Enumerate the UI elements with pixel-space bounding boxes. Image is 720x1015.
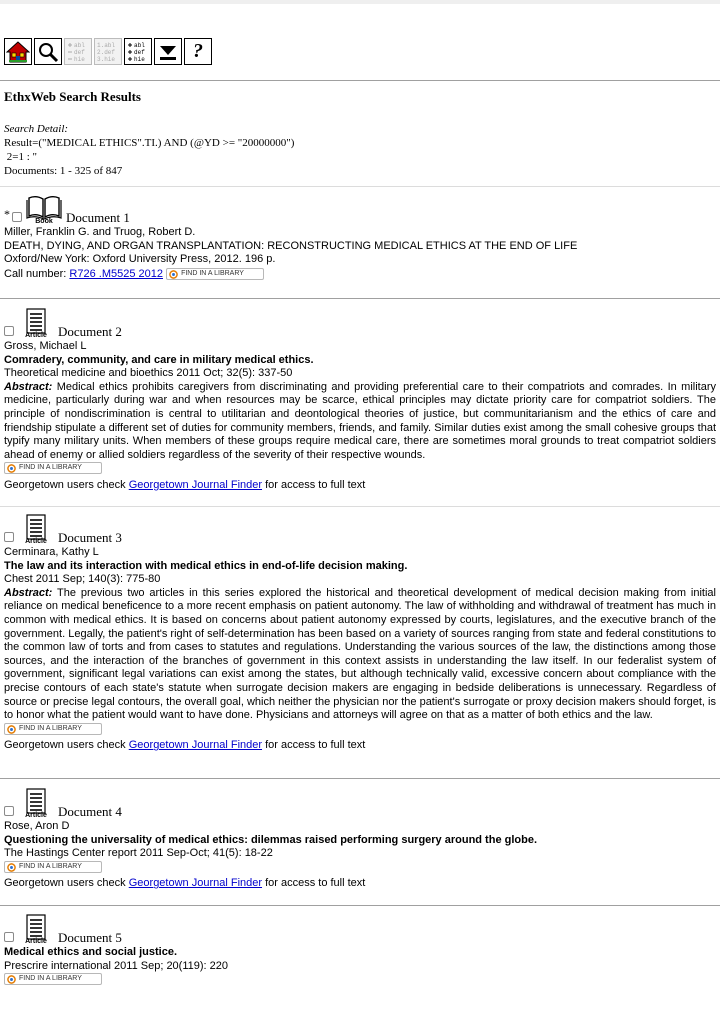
journal-finder-link[interactable]: Georgetown Journal Finder bbox=[128, 739, 263, 752]
magnifier-icon bbox=[37, 41, 59, 63]
svg-text:def: def bbox=[74, 48, 85, 56]
worldcat-icon bbox=[7, 975, 16, 984]
call-number-label: Call number: bbox=[4, 267, 70, 280]
select-checkbox[interactable] bbox=[4, 326, 14, 336]
worldcat-icon bbox=[7, 725, 16, 734]
format-list-button[interactable] bbox=[64, 38, 92, 65]
marked-star: * bbox=[4, 207, 10, 222]
document-number: Document 5 bbox=[58, 930, 122, 946]
help-button[interactable] bbox=[184, 38, 212, 65]
divider bbox=[0, 778, 720, 779]
document-number: Document 1 bbox=[66, 210, 130, 226]
divider bbox=[0, 80, 720, 81]
article-icon bbox=[18, 514, 54, 546]
svg-text:2.def: 2.def bbox=[97, 48, 116, 56]
record-4: Article Document 4 Rose, Aron D Questioning the universality of medical ethics: dilemmas raised performing surgery around the globe. The Hastings Center report 2011 Sep-Oct; 41(5): 18-22 FIND IN A LIBRARY Georgetown users check Georgetown Journal Finder for access to full text bbox=[4, 786, 716, 891]
svg-text:hie: hie bbox=[134, 55, 145, 63]
divider bbox=[0, 298, 720, 299]
record-3: Article Document 3 Cerminara, Kathy L The law and its interaction with medical ethics in end-of-life decision making. Chest 2011 Sep; 140(3): 775-80 Abstract: The previous two articles in this series explored the historical and theoretical development of medical decision making from initial reliance on medical beneficence to a more recent emphasis on patient autonomy. The law of withholding and withdrawal of treatment has much in common with medical ethics. It is based on concerns about patient autonomy expressed by courts, legislatures, and the executive branch of the government. Legally, the patient's right of self-determination has been based on a variety of sources ranging from state and federal constitutions to the common law of torts and from cases to statutes and regulations. Understanding the various sources of the law, the distinctions among those sources, and the interaction of the branches of government in this context assists in understanding the law itself. In our federalist system of government, significant legal variations can exist among the states, but although technically valid, excessive concern about compliance with the precise contours of each state's statute when surrogate decision makers are engaging in bedside deliberations is unnecessary. Regardless of source or precise legal contours, the overall goal, which neither the physician nor the patient's surrogate or proxy decision makers should forget, is to honor what the patient would want to have done. Physicians and attorneys will agree on that as a matter of both ethics and the law. FIND IN A LIBRARY Georgetown users check Georgetown Journal Finder for access to full text bbox=[4, 512, 716, 753]
record-source: Chest 2011 Sep; 140(3): 775-80 bbox=[4, 573, 161, 586]
top-strip bbox=[0, 0, 720, 4]
record-type: Article bbox=[25, 538, 47, 545]
record-author: Gross, Michael L bbox=[4, 340, 87, 352]
record-source: The Hastings Center report 2011 Sep-Oct; 41(5): 18-22 bbox=[4, 847, 273, 860]
svg-text:3.hie: 3.hie bbox=[97, 55, 116, 63]
find-in-library-button[interactable]: FIND IN A LIBRARY bbox=[4, 861, 102, 873]
article-icon bbox=[18, 914, 54, 946]
download-button[interactable] bbox=[154, 38, 182, 65]
record-source: Theoretical medicine and bioethics 2011 Oct; 32(5): 337-50 bbox=[4, 367, 293, 380]
search-button[interactable] bbox=[34, 38, 62, 65]
worldcat-icon bbox=[7, 863, 16, 872]
record-type: Article bbox=[25, 332, 47, 339]
article-icon bbox=[18, 788, 54, 820]
call-number-link[interactable]: R726 .M5525 2012 bbox=[69, 267, 163, 280]
worldcat-icon bbox=[7, 464, 16, 473]
select-checkbox[interactable] bbox=[4, 532, 14, 542]
divider bbox=[0, 905, 720, 906]
record-type: Article bbox=[25, 812, 47, 819]
record-title: The law and its interaction with medical ethics in end-of-life decision making. bbox=[4, 559, 408, 572]
svg-text:abl: abl bbox=[134, 41, 145, 49]
record-5 bbox=[4, 912, 716, 987]
record-title: DEATH, DYING, AND ORGAN TRANSPLANTATION: RECONSTRUCTING MEDICAL ETHICS AT THE END OF LIFE bbox=[4, 239, 578, 252]
find-in-library-button[interactable]: FIND IN A LIBRARY bbox=[4, 973, 102, 985]
document-number: Document 4 bbox=[58, 804, 122, 820]
article-icon bbox=[18, 308, 54, 340]
abstract-label: Abstract: bbox=[4, 380, 53, 393]
abstract-label: Abstract: bbox=[4, 586, 53, 599]
page-title: EthxWeb Search Results bbox=[4, 89, 141, 104]
record-abstract: Abstract: Medical ethics prohibits caregivers from discriminating and providing preferential care to their compatriots and comrades. In military medicine, particularly during war and when resources may be scarce, ethical principles may dictate priority care for compatriot soldiers. The principle of nondiscrimination is central to utilitarian and deontological theories of justice, but communitarianism and the ethics of care and friendship stipulate a different set of duties for community members, friends, and family. Similar duties exist among the small cohesive groups that typify many military units. When members of these groups require medical care, there are sometimes moral grounds to treat compatriot soldiers ahead of enemy or allied soldiers regardless of the severity of their respective wounds. bbox=[4, 380, 716, 461]
document-number: Document 2 bbox=[58, 324, 122, 340]
format-list-icon bbox=[66, 41, 90, 63]
select-checkbox[interactable] bbox=[4, 806, 14, 816]
home-button[interactable] bbox=[4, 38, 32, 65]
record-author: Miller, Franklin G. and Truog, Robert D. bbox=[4, 226, 196, 238]
select-checkbox[interactable] bbox=[4, 932, 14, 942]
toolbar bbox=[4, 38, 212, 66]
record-type: Book bbox=[35, 218, 53, 225]
record-title: Comradery, community, and care in military medical ethics. bbox=[4, 353, 314, 366]
svg-text:def: def bbox=[134, 48, 145, 56]
search-query: Result=("MEDICAL ETHICS".TI.) AND (@YD >= "20000000") bbox=[4, 137, 295, 149]
journal-finder-link[interactable]: Georgetown Journal Finder bbox=[128, 478, 263, 491]
documents-range: Documents: 1 - 325 of 847 bbox=[4, 165, 123, 177]
down-arrow-icon bbox=[157, 41, 179, 63]
record-source: Oxford/New York: Oxford University Press, 2012. 196 p. bbox=[4, 253, 276, 266]
format-numbered-button[interactable] bbox=[94, 38, 122, 65]
worldcat-icon bbox=[169, 270, 178, 279]
journal-finder-link[interactable]: Georgetown Journal Finder bbox=[128, 877, 263, 890]
record-type: Article bbox=[25, 938, 47, 945]
record-title: Questioning the universality of medical ethics: dilemmas raised performing surgery around the globe. bbox=[4, 833, 538, 846]
format-numbered-icon bbox=[96, 41, 120, 63]
access-note: Georgetown users check bbox=[4, 478, 129, 491]
record-abstract: Abstract: The previous two articles in this series explored the historical and theoretical development of medical decision making from initial reliance on medical beneficence to a more recent emphasis on patient autonomy. The law of withholding and withdrawal of treatment has much in common with medical ethics. It is based on concerns about patient autonomy expressed by courts, legislatures, and the executive branch of the government. Legally, the patient's right of self-determination has been based on a variety of sources ranging from state and federal constitutions to the common law of torts and from cases to statutes and regulations. Understanding the various sources of the law, the distinctions among those sources, and the interaction of the branches of government in this context assists in understanding the law itself. In our federalist system of government, significant legal variations can exist among the states, but although technically valid, excessive concern about compliance with the precise contours of each state's statute when surrogate decision makers are engaging in bedside deliberations is unnecessary. Regardless of source or precise legal contours, the overall goal, which neither the physician nor the patient's surrogate or proxy decision makers should forget, is to honor what the patient would want to have done. Physicians and attorneys will agree on that as a matter of both ethics and the law. bbox=[4, 586, 716, 722]
select-checkbox[interactable] bbox=[12, 212, 22, 222]
house-icon bbox=[6, 41, 30, 63]
divider bbox=[0, 506, 720, 507]
access-note: Georgetown users check bbox=[4, 877, 129, 890]
question-icon: ? bbox=[193, 40, 203, 62]
record-author: Rose, Aron D bbox=[4, 820, 70, 832]
record-source: Prescrire international 2011 Sep; 20(119): 220 bbox=[4, 959, 229, 972]
format-expand-button[interactable] bbox=[124, 38, 152, 65]
record-2: Article Document 2 Gross, Michael L Comradery, community, and care in military medical ethics. Theoretical medicine and bioethics 2011 Oct; 32(5): 337-50 Abstract: Medical ethics prohibits caregivers from discriminating and providing preferential care to their compatriots and comrades. In military medicine, particularly during war and when resources may be scarce, ethical principles may dictate priority care for compatriot soldiers. The principle of nondiscrimination is central to utilitarian and deontological theories of justice, but communitarianism and the ethics of care and friendship stipulate a different set of duties for community members, friends, and family. Similar duties exist among the small cohesive groups that typify many military units. When members of these groups require medical care, there are sometimes moral grounds to treat compatriot soldiers ahead of enemy or allied soldiers regardless of the severity of their respective wounds. FIND IN A LIBRARY Georgetown users check Georgetown Journal Finder for access to full text bbox=[4, 306, 716, 493]
document-number: Document 3 bbox=[58, 530, 122, 546]
svg-text:abl: abl bbox=[74, 41, 85, 49]
find-in-library-button[interactable]: FIND IN A LIBRARY bbox=[4, 462, 102, 474]
search-detail bbox=[4, 122, 294, 178]
search-detail-label: Search Detail: bbox=[4, 123, 69, 135]
record-title: Medical ethics and social justice. bbox=[4, 946, 178, 958]
book-icon bbox=[26, 194, 62, 226]
search-query-cont: 2=1 : " bbox=[4, 151, 37, 163]
svg-text:hie: hie bbox=[74, 55, 85, 63]
record-author: Cerminara, Kathy L bbox=[4, 546, 99, 558]
format-expand-icon bbox=[126, 41, 150, 63]
find-in-library-button[interactable]: FIND IN A LIBRARY bbox=[4, 723, 102, 735]
divider bbox=[0, 186, 720, 187]
find-in-library-button[interactable]: FIND IN A LIBRARY bbox=[166, 268, 264, 280]
svg-text:1.abl: 1.abl bbox=[97, 41, 116, 49]
record-1 bbox=[4, 192, 716, 281]
access-note: Georgetown users check bbox=[4, 739, 129, 752]
